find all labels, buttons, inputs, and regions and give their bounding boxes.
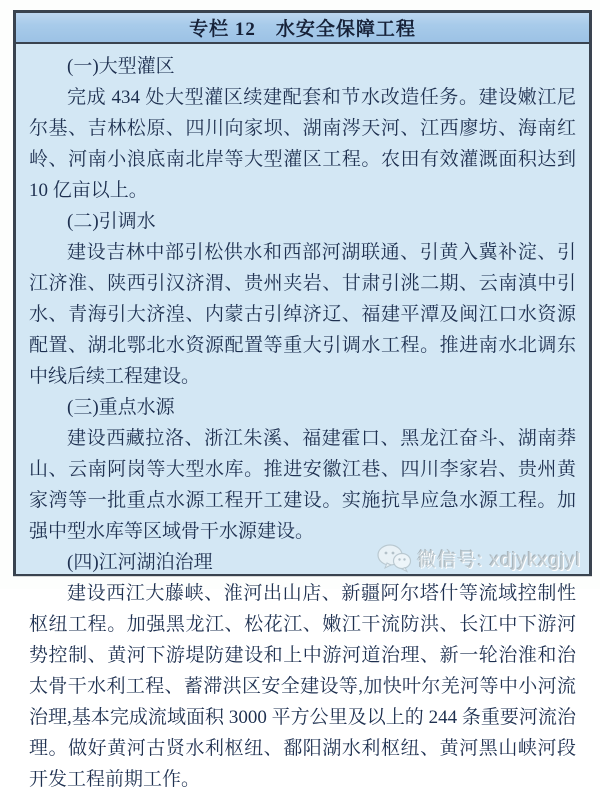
paragraph-4: 建设西江大藤峡、淮河出山店、新疆阿尔塔什等流域控制性枢纽工程。加强黑龙江、松花江、嫩江干流防洪、长江中下游河势控制、黄河下游堤防建设和上中游河道治理、新一轮治淮和治太骨干水利工程、蓄滞洪区安全建设等,加快叶尔羌河等中小河流治理,基本完成流域面积 3000 平方公里及以上的 244 条重要河流治理。做好黄河古贤水利枢纽、鄱阳湖水利枢纽、黄河黑山峡河段开发工程前期工作。 — [29, 583, 576, 790]
info-box-header — [16, 13, 589, 44]
paragraph-2: 建设吉林中部引松供水和西部河湖联通、引黄入冀补淀、引江济淮、陕西引汉济渭、贵州夹岩、甘肃引洮二期、云南滇中引水、青海引大济湟、内蒙古引绰济辽、福建平潭及闽江口水资源配置、湖北鄂北水资源配置等重大引调水工程。推进南水北调东中线后续工程建设。 — [29, 242, 576, 387]
info-box — [13, 10, 592, 790]
paragraph-3: 建设西藏拉洛、浙江朱溪、福建霍口、黑龙江奋斗、湖南莽山、云南阿岗等大型水库。推进安徽江巷、四川李家岩、贵州黄家湾等一批重点水源工程开工建设。实施抗旱应急水源工程。加强中型水库等区域骨干水源建设。 — [29, 428, 576, 542]
section-heading-1: (一)大型灌区 — [67, 56, 175, 77]
page-title: 专栏 12 水安全保障工程 — [189, 19, 416, 40]
section-heading-4: (四)江河湖泊治理 — [67, 552, 213, 573]
paragraph-1: 完成 434 处大型灌区续建配套和节水改造任务。建设嫩江尼尔基、吉林松原、四川向家坝、湖南涔天河、江西廖坊、海南红岭、河南小浪底南北岸等大型灌区工程。农田有效灌溉面积达到 10 亿亩以上。 — [29, 87, 576, 201]
watermark-text: 微信号: xdjykxgjyl — [417, 549, 581, 571]
section-heading-3: (三)重点水源 — [67, 397, 175, 418]
info-box-body — [16, 44, 589, 790]
section-heading-2: (二)引调水 — [67, 211, 156, 232]
